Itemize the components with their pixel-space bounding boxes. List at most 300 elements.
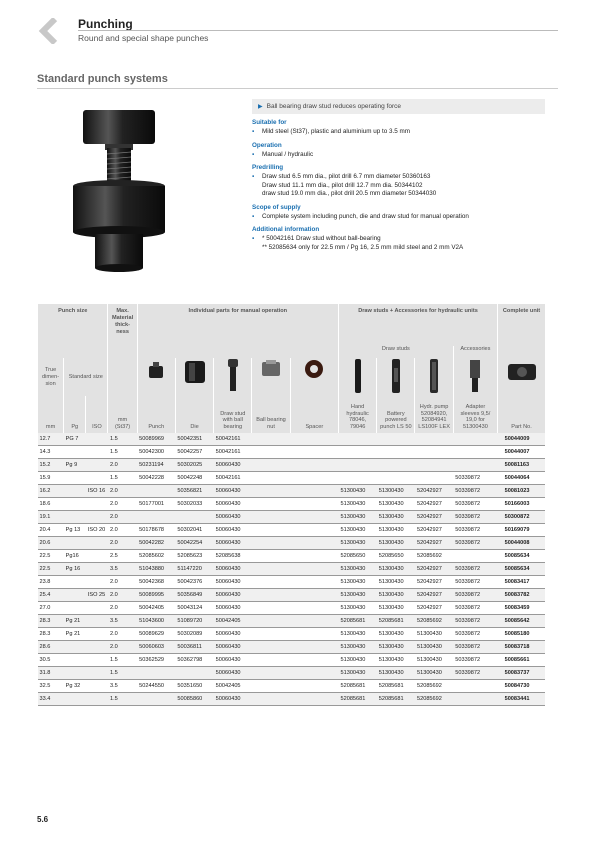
- note-text: Ball bearing draw stud reduces operating force: [266, 103, 402, 110]
- table-cell: [453, 693, 497, 706]
- table-cell: 50060430: [214, 459, 252, 472]
- table-cell: ISO 16: [86, 485, 108, 498]
- table-cell: [86, 641, 108, 654]
- table-cell: [290, 602, 338, 615]
- table-cell: 50042368: [137, 576, 175, 589]
- bullet-text: Mild steel (St37), plastic and aluminium up to 3.5 mm: [262, 128, 411, 135]
- table-cell: 50356849: [175, 589, 213, 602]
- info-heading: Additional information: [252, 226, 320, 233]
- table-cell: 52085681: [377, 693, 415, 706]
- table-cell: [252, 641, 290, 654]
- table-cell: [338, 472, 376, 485]
- table-cell: 52085681: [377, 615, 415, 628]
- table-cell: [64, 537, 86, 550]
- chevron-left-icon: [37, 18, 63, 44]
- table-cell: 50177001: [137, 498, 175, 511]
- table-cell: 3.5: [108, 615, 137, 628]
- table-cell: 51300430: [415, 641, 453, 654]
- table-cell: [86, 680, 108, 693]
- table-cell: [252, 576, 290, 589]
- table-cell: 50084730: [503, 680, 545, 693]
- table-cell: 50042228: [137, 472, 175, 485]
- table-cell: 52085650: [377, 550, 415, 563]
- table-cell: 51300430: [377, 524, 415, 537]
- table-cell: [290, 537, 338, 550]
- table-cell: 50362798: [175, 654, 213, 667]
- table-cell: ISO 25: [86, 589, 108, 602]
- note-bar: [252, 99, 545, 114]
- table-cell: Pg 32: [64, 680, 86, 693]
- table-cell: 50300872: [503, 511, 545, 524]
- table-cell: 50060430: [214, 537, 252, 550]
- table-cell: 50081163: [503, 459, 545, 472]
- table-cell: 50060430: [214, 498, 252, 511]
- info-bullet: [252, 151, 545, 160]
- page-title: Punching: [78, 17, 133, 31]
- table-cell: 50339872: [453, 589, 497, 602]
- table-cell: 50042405: [214, 680, 252, 693]
- table-cell: 50060430: [214, 667, 252, 680]
- table-row: [38, 550, 546, 563]
- table-cell: 50042257: [175, 446, 213, 459]
- table-cell: [453, 680, 497, 693]
- table-cell: [415, 459, 453, 472]
- table-cell: Pg 21: [64, 628, 86, 641]
- table-cell: 50339872: [453, 602, 497, 615]
- col-die: Die: [175, 396, 213, 433]
- table-cell: [137, 511, 175, 524]
- table-cell: 50302025: [175, 459, 213, 472]
- table-cell: 52085681: [338, 615, 376, 628]
- info-bullet: [252, 235, 545, 252]
- table-cell: 52085681: [377, 680, 415, 693]
- table-cell: 50085634: [503, 550, 545, 563]
- table-cell: 2.0: [108, 537, 137, 550]
- info-heading: Suitable for: [252, 119, 287, 126]
- table-cell: 25.4: [38, 589, 64, 602]
- table-cell: Pg 13: [64, 524, 86, 537]
- col-standard-size: Standard size: [64, 358, 108, 396]
- table-cell: [252, 446, 290, 459]
- col-thickness: mm (St37): [108, 396, 137, 433]
- col-group-complete-unit: Complete unit: [498, 304, 545, 346]
- table-cell: 51300430: [377, 537, 415, 550]
- table-cell: 50060430: [214, 654, 252, 667]
- die-part-icon: [175, 358, 213, 396]
- table-cell: Pg16: [64, 550, 86, 563]
- table-row: [38, 433, 546, 446]
- bullet-icon: ▪: [252, 173, 255, 180]
- table-cell: [86, 654, 108, 667]
- table-cell: 51300430: [338, 576, 376, 589]
- table-cell: 1.5: [108, 693, 137, 706]
- table-cell: [415, 446, 453, 459]
- table-cell: 2.5: [108, 550, 137, 563]
- table-cell: [252, 537, 290, 550]
- info-bullet: [252, 173, 545, 199]
- table-cell: 51300430: [338, 641, 376, 654]
- table-cell: 50085180: [503, 628, 545, 641]
- table-cell: [86, 615, 108, 628]
- table-cell: 51300430: [377, 602, 415, 615]
- table-row: [38, 693, 546, 706]
- table-cell: 50339872: [453, 628, 497, 641]
- hydr-pump-stud-icon: [415, 358, 453, 396]
- table-row: [38, 615, 546, 628]
- table-cell: 50060430: [214, 589, 252, 602]
- table-cell: [252, 602, 290, 615]
- table-cell: 51300430: [415, 667, 453, 680]
- col-mm: mm: [38, 396, 64, 433]
- table-cell: 50083417: [503, 576, 545, 589]
- table-cell: 50085661: [503, 654, 545, 667]
- table-cell: 50060430: [214, 563, 252, 576]
- table-cell: [290, 641, 338, 654]
- table-cell: 50043124: [175, 602, 213, 615]
- table-cell: 51300430: [338, 485, 376, 498]
- table-cell: 2.0: [108, 628, 137, 641]
- table-cell: [377, 446, 415, 459]
- table-cell: 15.2: [38, 459, 64, 472]
- table-cell: 32.5: [38, 680, 64, 693]
- table-cell: [377, 459, 415, 472]
- table-cell: 51043600: [137, 615, 175, 628]
- table-cell: [86, 433, 108, 446]
- table-cell: [252, 680, 290, 693]
- table-cell: 50044008: [503, 537, 545, 550]
- table-row: [38, 628, 546, 641]
- table-cell: 50351650: [175, 680, 213, 693]
- table-cell: 2.0: [108, 589, 137, 602]
- table-cell: 1.5: [108, 472, 137, 485]
- table-cell: 52085692: [415, 550, 453, 563]
- table-cell: [338, 459, 376, 472]
- table-cell: 50302089: [175, 628, 213, 641]
- table-cell: 50339872: [453, 576, 497, 589]
- table-cell: 28.3: [38, 628, 64, 641]
- table-cell: [290, 576, 338, 589]
- table-cell: 51300430: [377, 589, 415, 602]
- table-cell: [175, 511, 213, 524]
- bullet-text: Complete system including punch, die and draw stud for manual operation: [262, 212, 469, 220]
- table-row: [38, 641, 546, 654]
- table-cell: [86, 576, 108, 589]
- punch-system-image: [65, 108, 175, 283]
- bullet-text: * 50042161 Draw stud without ball-bearing ** 52085634 only for 22.5 mm / Pg 16, 2.5 mm mild steel and 2 mm V2A: [262, 235, 464, 251]
- table-cell: 50060430: [214, 576, 252, 589]
- table-cell: 50339872: [453, 498, 497, 511]
- col-empty: [498, 346, 545, 358]
- table-cell: 52085681: [338, 680, 376, 693]
- table-cell: [290, 693, 338, 706]
- table-cell: 52085692: [415, 680, 453, 693]
- table-cell: [290, 498, 338, 511]
- table-cell: 50089995: [137, 589, 175, 602]
- table-cell: 50339872: [453, 654, 497, 667]
- table-row: [38, 524, 546, 537]
- section-title: Standard punch systems: [37, 73, 168, 85]
- table-cell: 50042300: [137, 446, 175, 459]
- table-cell: 50356821: [175, 485, 213, 498]
- table-cell: 20.4: [38, 524, 64, 537]
- table-cell: 52042927: [415, 511, 453, 524]
- table-cell: 1.5: [108, 667, 137, 680]
- table-cell: 50166003: [503, 498, 545, 511]
- table-cell: 50244550: [137, 680, 175, 693]
- table-cell: 1.5: [108, 654, 137, 667]
- table-cell: [64, 667, 86, 680]
- adapter-sleeve-icon: [453, 358, 497, 396]
- table-cell: [64, 654, 86, 667]
- table-cell: 50083441: [503, 693, 545, 706]
- table-row: [38, 563, 546, 576]
- table-cell: [64, 602, 86, 615]
- table-cell: [86, 628, 108, 641]
- table-cell: 50060430: [214, 641, 252, 654]
- table-cell: 50178678: [137, 524, 175, 537]
- table-cell: [252, 693, 290, 706]
- table-cell: [64, 693, 86, 706]
- info-bullet: [252, 128, 545, 137]
- table-cell: 1.5: [108, 446, 137, 459]
- header-divider: [78, 30, 558, 31]
- table-cell: 28.6: [38, 641, 64, 654]
- table-cell: 51300430: [338, 654, 376, 667]
- arrow-right-icon: ▶: [258, 104, 263, 110]
- bullet-icon: ▪: [252, 235, 255, 242]
- table-cell: 50042351: [175, 433, 213, 446]
- table-cell: [252, 550, 290, 563]
- table-cell: [415, 433, 453, 446]
- table-cell: 50060430: [214, 602, 252, 615]
- table-cell: [453, 550, 497, 563]
- table-cell: 27.0: [38, 602, 64, 615]
- table-cell: 51147220: [175, 563, 213, 576]
- table-cell: [290, 563, 338, 576]
- table-cell: [453, 459, 497, 472]
- col-spacer: Spacer: [290, 396, 338, 433]
- table-cell: 50302033: [175, 498, 213, 511]
- table-cell: [86, 498, 108, 511]
- col-group-draw-studs-acc: Draw studs + Accessories for hydraulic units: [338, 304, 497, 346]
- table-cell: [252, 667, 290, 680]
- col-hand-hydraulic: Hand hydraulic 78046, 79046: [338, 396, 376, 433]
- table-cell: 52042927: [415, 537, 453, 550]
- col-true-dimension: True dimen-sion: [38, 358, 64, 396]
- table-cell: 50339872: [453, 524, 497, 537]
- table-cell: 50339872: [453, 563, 497, 576]
- table-cell: 3.5: [108, 680, 137, 693]
- info-block: [252, 119, 545, 253]
- table-cell: [290, 667, 338, 680]
- table-cell: 51300430: [377, 654, 415, 667]
- table-cell: 51300430: [377, 576, 415, 589]
- table-cell: 1.5: [108, 433, 137, 446]
- punch-table-body: [38, 433, 546, 706]
- table-cell: 14.3: [38, 446, 64, 459]
- table-row: [38, 602, 546, 615]
- table-cell: [86, 511, 108, 524]
- col-punch: Punch: [137, 396, 175, 433]
- table-cell: [64, 589, 86, 602]
- table-cell: 23.8: [38, 576, 64, 589]
- table-cell: 50060430: [214, 485, 252, 498]
- table-cell: 50044007: [503, 446, 545, 459]
- table-cell: 52085602: [137, 550, 175, 563]
- table-cell: 50081023: [503, 485, 545, 498]
- table-cell: 51300430: [377, 563, 415, 576]
- table-cell: [64, 511, 86, 524]
- table-cell: 2.0: [108, 524, 137, 537]
- table-cell: 51300430: [415, 628, 453, 641]
- table-row: [38, 485, 546, 498]
- complete-unit-icon: [498, 358, 545, 396]
- table-cell: 51300430: [377, 498, 415, 511]
- table-cell: [377, 472, 415, 485]
- table-cell: [137, 693, 175, 706]
- bullet-icon: ▪: [252, 212, 255, 220]
- table-cell: 50060430: [214, 511, 252, 524]
- table-cell: 51300430: [338, 602, 376, 615]
- table-row: [38, 537, 546, 550]
- table-row: [38, 472, 546, 485]
- table-cell: [252, 563, 290, 576]
- table-row: [38, 498, 546, 511]
- table-cell: [175, 667, 213, 680]
- table-cell: 2.0: [108, 511, 137, 524]
- table-cell: 52042927: [415, 524, 453, 537]
- table-cell: 50085642: [503, 615, 545, 628]
- table-cell: [86, 667, 108, 680]
- table-row: [38, 680, 546, 693]
- table-cell: 51300430: [338, 511, 376, 524]
- table-cell: 51300430: [377, 641, 415, 654]
- table-row: [38, 654, 546, 667]
- col-group-draw-studs: Draw studs: [338, 346, 453, 358]
- table-cell: 51300430: [377, 628, 415, 641]
- table-cell: 51089720: [175, 615, 213, 628]
- table-cell: [86, 693, 108, 706]
- table-cell: 51300430: [415, 654, 453, 667]
- table-cell: [86, 550, 108, 563]
- table-cell: 18.6: [38, 498, 64, 511]
- col-draw-stud-ball: Draw stud with ball bearing: [214, 396, 252, 433]
- table-row: [38, 576, 546, 589]
- table-cell: [252, 615, 290, 628]
- col-iso: ISO: [86, 396, 108, 433]
- table-cell: 50042161: [214, 446, 252, 459]
- col-group-punch-size: Punch size: [38, 304, 108, 346]
- table-cell: PG 7: [64, 433, 86, 446]
- table-cell: 50339872: [453, 472, 497, 485]
- punch-part-icon: [137, 358, 175, 396]
- table-cell: [252, 472, 290, 485]
- info-heading: Scope of supply: [252, 203, 301, 211]
- table-cell: [290, 485, 338, 498]
- table-cell: 50089969: [137, 433, 175, 446]
- table-cell: [252, 589, 290, 602]
- table-cell: 52085623: [175, 550, 213, 563]
- table-cell: 2.0: [108, 602, 137, 615]
- table-cell: [252, 524, 290, 537]
- table-cell: [415, 472, 453, 485]
- table-cell: 50044009: [503, 433, 545, 446]
- table-cell: [377, 433, 415, 446]
- table-cell: [290, 472, 338, 485]
- table-cell: 50042376: [175, 576, 213, 589]
- table-cell: [453, 433, 497, 446]
- table-cell: 52042927: [415, 498, 453, 511]
- table-cell: 31.8: [38, 667, 64, 680]
- table-row: [38, 446, 546, 459]
- table-cell: 50042405: [214, 615, 252, 628]
- ball-bearing-nut-icon: [252, 358, 290, 396]
- table-cell: 50339872: [453, 667, 497, 680]
- table-cell: [252, 498, 290, 511]
- bullet-icon: ▪: [252, 150, 255, 158]
- table-cell: 50042161: [214, 433, 252, 446]
- table-cell: [290, 654, 338, 667]
- table-cell: Pg 9: [64, 459, 86, 472]
- table-cell: 20.6: [38, 537, 64, 550]
- table-cell: [252, 628, 290, 641]
- table-cell: [290, 459, 338, 472]
- table-cell: [86, 446, 108, 459]
- table-cell: 50302041: [175, 524, 213, 537]
- table-cell: Pg 16: [64, 563, 86, 576]
- table-cell: [290, 446, 338, 459]
- table-cell: 50083459: [503, 602, 545, 615]
- table-cell: 50060430: [214, 524, 252, 537]
- col-group-accessories: Accessories: [453, 346, 497, 358]
- col-part-no: Part No.: [498, 396, 545, 433]
- table-cell: [137, 667, 175, 680]
- table-cell: 22.5: [38, 550, 64, 563]
- col-group-max-thickness: Max. Material thick-ness: [108, 304, 137, 358]
- table-cell: 2.0: [108, 498, 137, 511]
- table-cell: 50085634: [503, 563, 545, 576]
- table-cell: 50085860: [175, 693, 213, 706]
- table-cell: 50042254: [175, 537, 213, 550]
- table-cell: 51300430: [338, 498, 376, 511]
- table-cell: 50060430: [214, 628, 252, 641]
- info-heading: Operation: [252, 141, 282, 149]
- table-cell: [86, 472, 108, 485]
- table-cell: 52085692: [415, 693, 453, 706]
- col-battery-punch: Battery powered punch LS 50: [377, 396, 415, 433]
- table-cell: 50089629: [137, 628, 175, 641]
- table-cell: [290, 628, 338, 641]
- table-cell: 51300430: [338, 589, 376, 602]
- table-cell: 52085650: [338, 550, 376, 563]
- table-cell: [290, 433, 338, 446]
- table-cell: 50231194: [137, 459, 175, 472]
- table-row: [38, 589, 546, 602]
- table-cell: 51300430: [338, 628, 376, 641]
- table-cell: 50339872: [453, 537, 497, 550]
- table-row: [38, 667, 546, 680]
- table-row: [38, 511, 546, 524]
- table-cell: [86, 602, 108, 615]
- table-cell: 50042161: [214, 472, 252, 485]
- draw-stud-icon: [214, 358, 252, 396]
- table-cell: [64, 446, 86, 459]
- table-cell: 52042927: [415, 602, 453, 615]
- table-cell: 30.5: [38, 654, 64, 667]
- info-bullet: [252, 213, 545, 222]
- table-cell: 15.9: [38, 472, 64, 485]
- table-cell: 22.5: [38, 563, 64, 576]
